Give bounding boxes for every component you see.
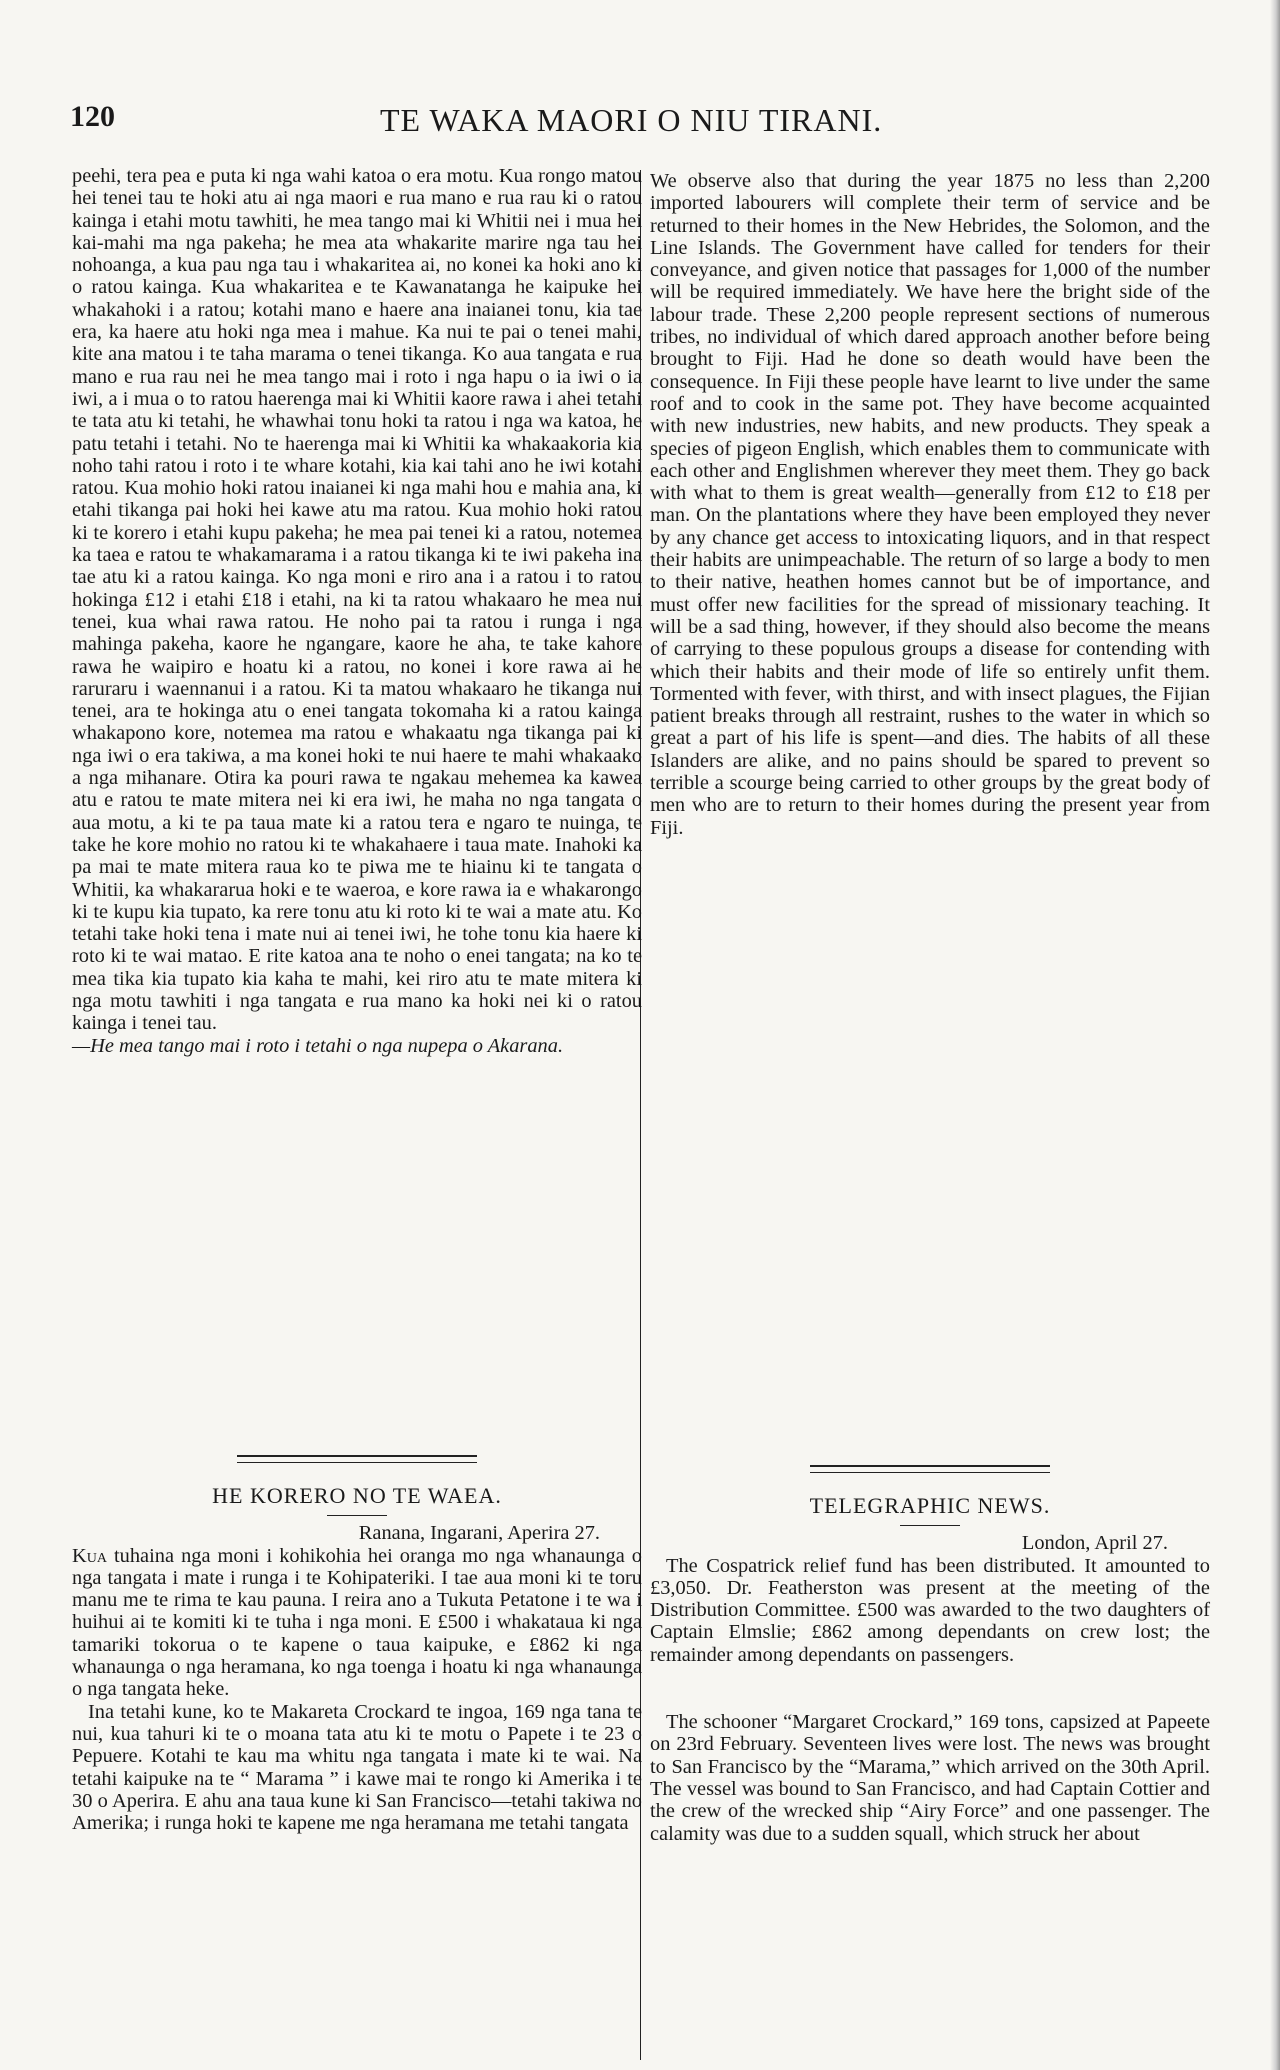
news-item xyxy=(650,1711,1210,1845)
news-paragraph: Ina tetahi kune, ko te Makareta Crockard te ingoa, 169 nga tana te nui, kua tahuri ki te o moana tata atu ki te motu o Papete i te 23 o Pepuere. Kotahi te kau ma whitu nga tangata i mate ki te wai. Na tetahi kaipuke na te “ Marama ” i kawe mai te rongo ki Amerika i te 30 o Aperira. E ahu ana taua kune ki San Francisco—tetahi takiwa no Amerika; i runga hoki te kapene me nga heramana me tetahi tangata xyxy=(72,1700,642,1835)
news-paragraph-text: tuhaina nga moni i kohikohia hei oranga mo nga whanaunga o nga tangata i mate i runga i te Kohipateriki. I tae aua moni ki te toru manu me te rima te kau pauna. I reira ano a Tukuta Petatone i te wa i huihui ai te komiti ki te tuha i nga moni. E £500 i whakataua ki nga tamariki tokorua o te kapene o taua kaipuke, e £862 ki nga whanaunga o nga heramana, ko nga toenga i hoatu ki nga whanaunga o nga tangata heke. xyxy=(72,1544,642,1701)
section-heading: TELEGRAPHIC NEWS. xyxy=(809,1493,1051,1518)
section-rule xyxy=(237,1455,477,1463)
article-paragraph: peehi, tera pea e puta ki nga wahi katoa o era motu. Kua rongo matou hei tenei tau te hoki atu ai nga maori e rua mano e rua rau ki o ratou kainga i etahi motu tawhiti, he mea tango mai ki Whitii nei i mua hei kai-mahi ma nga pakeha; he mea ata whakarite marire nga tau hei nohoanga, a kua pau nga tau i whakaritea ai, no konei ka hoki ano ki o ratou kainga. Kua whakaritea e te Kawanatanga he kaipuke hei whakahoki i a ratou; kotahi mano e haere ana inaianei tonu, kia tae era, ka haere atu hoki nga mea i mahue. Ka nui te pai o tenei mahi, kite ana matou i te taha marama o tenei tikanga. Ko aua tangata e rua mano e rua rau nei he mea tango mai i roto i nga hapu o ia iwi o ia iwi, a i mua o to ratou haerenga mai ki Whitii kaore rawa i ahei tetahi te tata atu ki tetahi, he whawhai tonu hoki ta ratou i nga wa katoa, he patu tetahi i tetahi. No te haerenga mai ki Whitii ka whakaakoria kia noho tahi ratou i roto i te whare kotahi, kia kai tahi ano he iwi kotahi ratou. Kua mohio hoki ratou inaianei ki nga mahi hou e mahia ana, ki etahi tikanga pai hoki hei kawe atu ma ratou. Kua mohio hoki ratou ki te korero i etahi kupu pakeha; he mea pai tenei ki a ratou, notemea ka taea e ratou te whakamarama i a ratou tikanga ki te iwi pakeha ina tae atu ki a ratou kainga. Ko nga moni e riro ana i a ratou i to ratou hokinga £12 i etahi £18 i etahi, na ki ta ratou whakaaro he mea nui tenei, kua whai rawa ratou. He noho pai ta ratou i runga i nga mahinga pakeha, kaore he ngangare, kaore he aha, te take kahore rawa he waipiro e hoatu ki a ratou, no konei i kore rawa ai he raruraru i waennanui i a ratou. Ki ta matou whakaaro he tikanga nui tenei, ara te hokinga atu o enei tangata tokomaha ki a ratou kainga whakapono kore, notemea ma ratou e whakaatu nga tikanga pai ki nga iwi o era takiwa, a ma konei hoki te nui haere te mahi whakaako a nga mihanare. Otira ka pouri rawa te ngakau mehemea ka kawea atu e ratou te mate mitera nei ki era iwi, he maha no nga tangata o aua motu, a ki te pa taua mate ki a ratou tera e ngaro te nuinga, te take he kore mohio no ratou ki te whakahaere i taua mate. Inahoki ka pa mai te mate mitera raua ko te piwa me te hiainu ki te tangata o Whitii, ka whakararua hoki e te waeroa, e kore rawa ia e whakarongo ki te kupu kia tupato, ka rere tonu atu ki roto ki te wai a mate atu. Ko tetahi take hoki tena i mate nui ai tenei iwi, he tohe tonu kia haere ki roto ki te wai matao. E rite katoa ana te noho o enei tangata; na ko te mea tika kia tupato kia kaha te mahi, kei riro atu te mate mitera ki nga motu tawhiti i nga tangata e rua mano ka hoki nei ki o ratou kainga i tenei tau. xyxy=(72,165,642,1035)
dateline: London, April 27. xyxy=(1021,1532,1168,1555)
page-number: 120 xyxy=(70,100,115,133)
lead-word: Kua xyxy=(72,1544,107,1567)
section-heading: HE KORERO NO TE WAEA. xyxy=(212,1483,502,1508)
page-header xyxy=(70,96,1210,146)
news-paragraph xyxy=(72,1545,642,1701)
running-title: TE WAKA MAORI O NIU TIRANI. xyxy=(380,102,883,138)
news-item xyxy=(650,1555,1210,1666)
news-paragraph: The schooner “Margaret Crockard,” 169 tons, capsized at Papeete on 23rd February. Seventeen lives were lost. The news was brought to San Francisco by the “Marama,” which arrived on the 30th April. The vessel was bound to San Francisco, and had Captain Cottier and the crew of the wrecked ship “Airy Force” and one passenger. The calamity was due to a sudden squall, which struck her about xyxy=(650,1711,1210,1845)
dateline: Ranana, Ingarani, Aperira 27. xyxy=(358,1522,600,1545)
article-paragraph: We observe also that during the year 1875 no less than 2,200 imported labourers will complete their term of service and be returned to their homes in the New Hebrides, the Solomon, and the Line Islands. The Government have called for tenders for their conveyance, and given notice that passages for 1,000 of the number will be required immediately. We have here the bright side of the labour trade. These 2,200 people represent sections of numerous tribes, no individual of which dared approach another before being brought to Fiji. Had he done so death would have been the consequence. In Fiji these people have learnt to live under the same roof and to cook in the same pot. They have become acquainted with new industries, new habits, and new products. They speak a species of pigeon English, which enables them to communicate with each other and Englishmen wherever they meet them. They go back with what to them is great wealth—generally from £12 to £18 per man. On the plantations where they have been employed they never by any chance get access to intoxicating liquors, and in that respect their habits are unimpeachable. The return of so large a body to men to their native, heathen homes cannot but be of importance, and must offer new facilities for the spread of missionary teaching. It will be a sad thing, however, if they should also become the means of carrying to these populous groups a disease for contending with which their habits and their mode of life so entirely unfit them. Tormented with fever, with thirst, and with insect plagues, the Fijian patient breaks through all restraint, rushes to the water in which so great a part of his life is spent—and dies. The habits of all these Islanders are alike, and no pains should be spared to prevent so terrible a scourge being carried to other groups by the great body of men who are to return to their homes during the present year from Fiji. xyxy=(650,170,1210,839)
section-rule xyxy=(810,1465,1050,1473)
heading-rule xyxy=(327,1515,387,1516)
telegraphic-news-section xyxy=(650,1465,1210,1845)
right-column-article xyxy=(650,170,1210,839)
heading-rule xyxy=(900,1525,960,1526)
news-paragraph: The Cospatrick relief fund has been distributed. It amounted to £3,050. Dr. Featherston was present at the meeting of the Distribution Committee. £500 was awarded to the two daughters of Captain Elmslie; £862 among dependants on crew lost; the remainder among dependants on passengers. xyxy=(650,1554,1210,1666)
page-edge xyxy=(1270,0,1280,2070)
maori-news-section xyxy=(72,1455,642,1834)
left-column-article xyxy=(72,165,642,1057)
article-citation: —He mea tango mai i roto i tetahi o nga nupepa o Akarana. xyxy=(72,1034,564,1057)
